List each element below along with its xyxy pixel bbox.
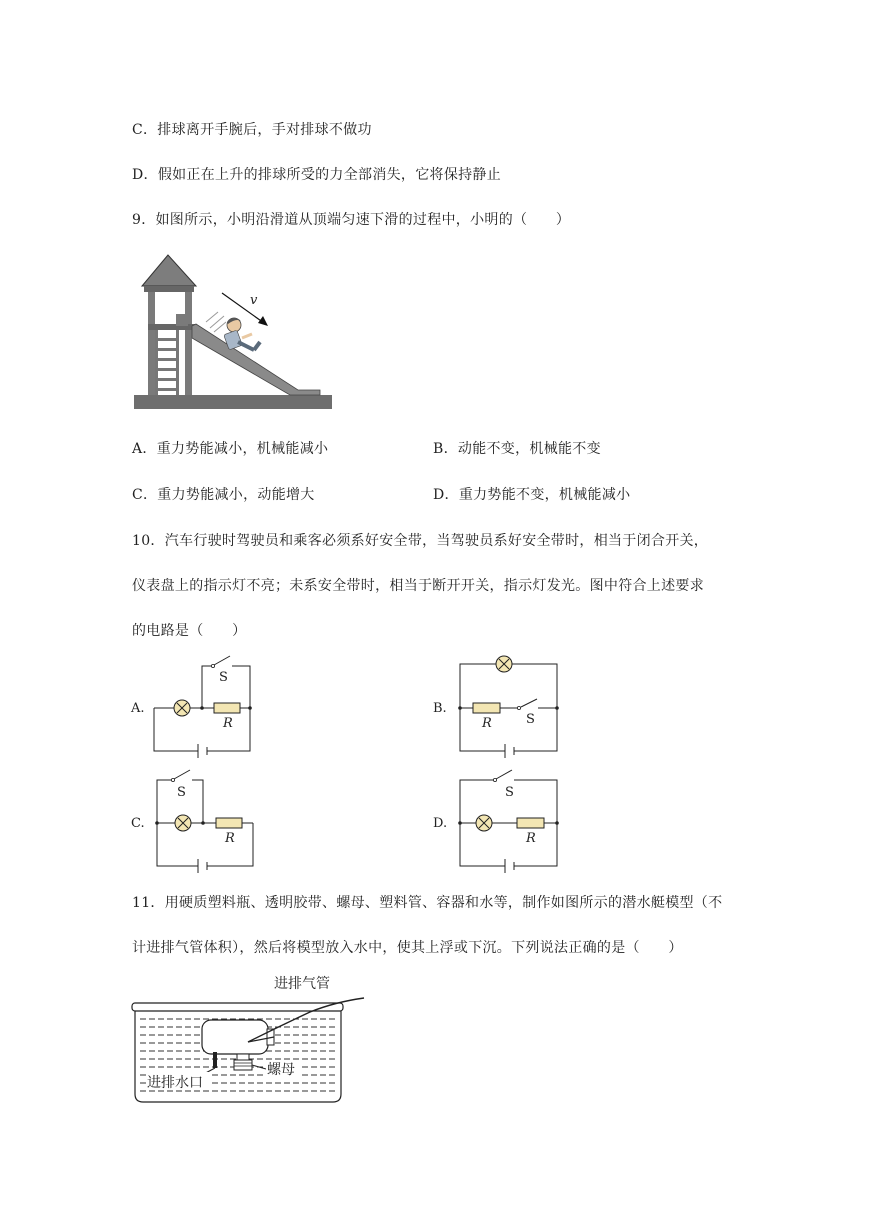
circuit-b-switch-label: S	[526, 712, 535, 727]
circuit-c-switch-label: S	[177, 785, 186, 800]
velocity-arrow	[222, 293, 264, 323]
circuit-a-letter: A.	[131, 701, 145, 716]
circuit-c-resistor-label: R	[225, 831, 235, 846]
container-rim	[132, 1003, 343, 1011]
tower-roof	[142, 255, 196, 286]
circuit-c-letter: C.	[131, 816, 145, 831]
slide-chute	[192, 324, 320, 395]
q10-stem-line-3: 的电路是（ ）	[132, 623, 247, 639]
circuit-a-resistor-label: R	[223, 716, 233, 731]
q11-stem-line-1: 11．用硬质塑料瓶、透明胶带、螺母、塑料管、容器和水等，制作如图所示的潜水艇模型（不	[132, 895, 723, 911]
tower-post-left	[148, 292, 155, 395]
circuit-d-switch-label: S	[505, 785, 514, 800]
q9-option-d: D．重力势能不变，机械能减小	[433, 487, 631, 503]
q9-option-b: B．动能不变，机械能不变	[433, 441, 601, 457]
circuit-a-switch-label: S	[219, 670, 228, 685]
label-nut: 螺母	[267, 1062, 295, 1078]
q9-slide-figure	[130, 252, 340, 414]
circuit-b	[430, 652, 570, 756]
label-air-pipe: 进排气管	[274, 976, 330, 992]
circuit-c	[130, 764, 260, 874]
slide-ground	[134, 395, 332, 409]
circuit-b-resistor-label: R	[482, 716, 492, 731]
boy-figure	[224, 318, 260, 350]
motion-lines	[206, 312, 226, 332]
ladder-rungs	[155, 338, 179, 391]
q10-stem-line-1: 10．汽车行驶时驾驶员和乘客必须系好安全带，当驾驶员系好安全带时，相当于闭合开关，	[132, 533, 709, 549]
q11-stem-line-2: 计进排气管体积），然后将模型放入水中，使其上浮或下沉。下列说法正确的是（ ）	[132, 940, 683, 956]
q10-stem-line-2: 仪表盘上的指示灯不亮；未系安全带时，相当于断开开关，指示灯发光。图中符合上述要求	[132, 578, 704, 594]
circuit-d-letter: D.	[433, 816, 448, 831]
q8-option-c: C．排球离开手腕后，手对排球不做功	[132, 122, 372, 138]
q11-submarine-figure	[130, 968, 370, 1108]
q9-option-c: C．重力势能减小，动能增大	[132, 487, 315, 503]
circuit-a	[130, 652, 260, 756]
nut	[237, 1054, 249, 1060]
tower-post-right	[185, 292, 192, 395]
q9-option-a: A．重力势能减小，机械能减小	[132, 441, 329, 457]
circuit-d-resistor-label: R	[526, 831, 536, 846]
circuit-b-letter: B.	[433, 701, 447, 716]
q9-stem: 9．如图所示，小明沿滑道从顶端匀速下滑的过程中，小明的（ ）	[132, 212, 571, 228]
q8-option-d: D．假如正在上升的排球所受的力全部消失，它将保持静止	[132, 167, 502, 183]
label-water-port: 进排水口	[147, 1075, 203, 1091]
velocity-label: v	[250, 293, 258, 308]
circuit-d	[430, 764, 570, 874]
water-port	[213, 1052, 217, 1068]
